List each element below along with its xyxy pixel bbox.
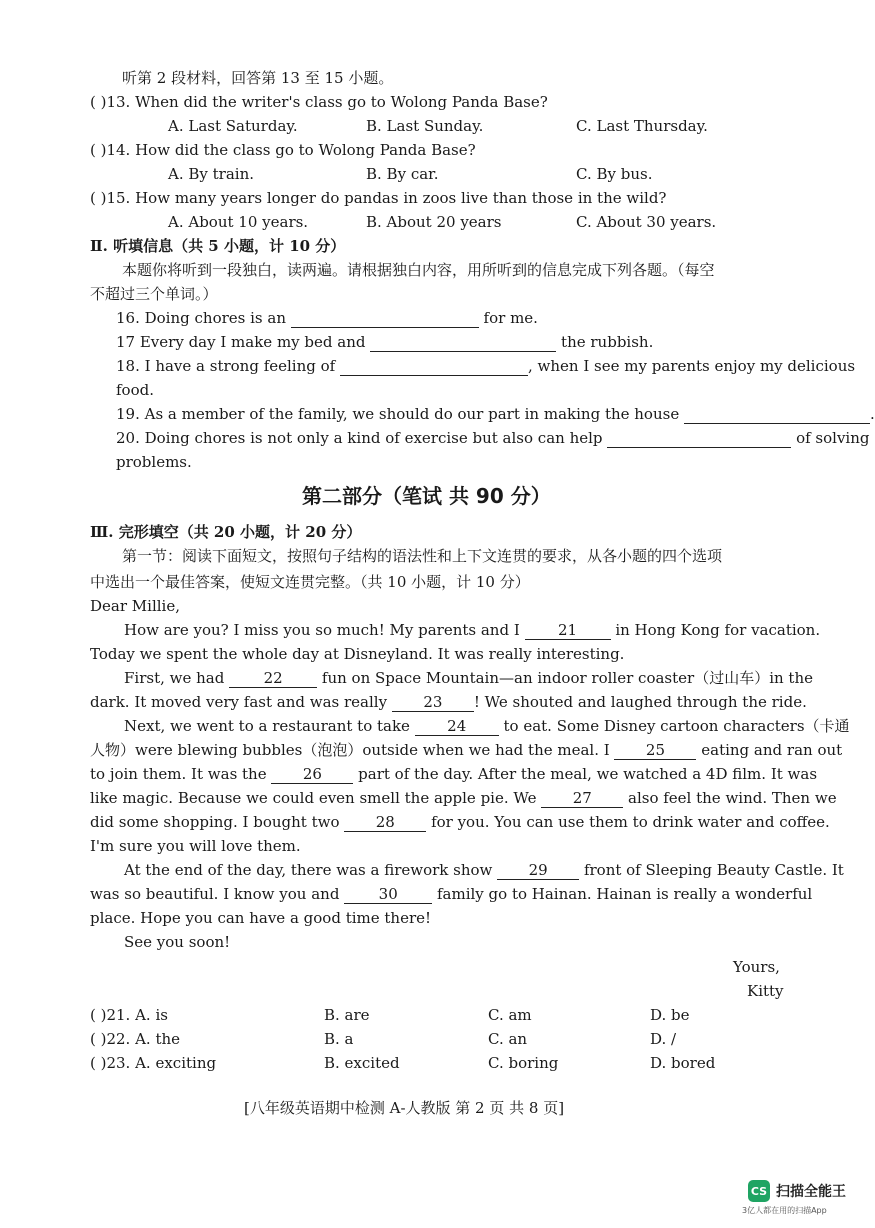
passage-text: to eat. Some Disney cartoon characters（卡通 [503, 717, 850, 735]
passage-line-8 [90, 788, 837, 808]
part-two-title: 第二部分（笔试 共 90 分） [302, 484, 551, 508]
q16-text-end: for me. [483, 309, 538, 327]
question-20 [116, 428, 870, 448]
passage-text: for you. You can use them to drink water and coffee. [431, 813, 830, 831]
q14-option-a: A. By train. [168, 165, 255, 183]
option-23-d[interactable]: D. bored [650, 1054, 716, 1072]
passage-line-11 [124, 860, 844, 880]
camscanner-logo [748, 1180, 846, 1202]
q17-text: 17 Every day I make my bed and [116, 333, 366, 351]
blank-29[interactable]: 29 [497, 861, 579, 880]
q14-option-b: B. By car. [366, 165, 439, 183]
q13-option-b: B. Last Sunday. [366, 117, 484, 135]
passage-line-5 [124, 716, 850, 736]
passage-line-12 [90, 884, 812, 904]
section-2-instructions-1: 本题你将听到一段独白，读两遍。请根据独白内容，用所听到的信息完成下列各题。（每空 [122, 261, 715, 279]
q20-text-end: of solving [796, 429, 870, 447]
cs-badge-icon: CS [748, 1180, 770, 1202]
q20-continuation: problems. [116, 453, 192, 471]
passage-text: fun on Space Mountain—an indoor roller coaster（过山车）in the [321, 669, 813, 687]
q17-blank[interactable] [370, 333, 556, 352]
passage-line-10: I'm sure you will love them. [90, 837, 301, 855]
question-13 [90, 92, 548, 112]
passage-text: Next, we went to a restaurant to take [124, 717, 410, 735]
blank-22[interactable]: 22 [229, 669, 317, 688]
q20-blank[interactable] [607, 429, 791, 448]
section-3-instructions-1: 第一节：阅读下面短文，按照句子结构的语法性和上下文连贯的要求，从各小题的四个选项 [122, 547, 723, 565]
blank-28[interactable]: 28 [344, 813, 426, 832]
passage-line-1 [124, 620, 820, 640]
passage-text: family go to Hainan. Hainan is really a wonderful [436, 885, 813, 903]
passage-text: dark. It moved very fast and was really [90, 693, 388, 711]
blank-23[interactable]: 23 [392, 693, 474, 712]
page-footer: [八年级英语期中检测 A-人教版 第 2 页 共 8 页] [244, 1099, 565, 1117]
passage-line-7 [90, 764, 817, 784]
option-row-21: ( )21. A. is [90, 1006, 168, 1024]
q16-blank[interactable] [291, 309, 479, 328]
q18-continuation: food. [116, 381, 154, 399]
passage-text: eating and ran out [701, 741, 843, 759]
option-row-22: ( )22. A. the [90, 1030, 181, 1048]
q16-text: 16. Doing chores is an [116, 309, 286, 327]
question-text-13: ( )13. When did the writer's class go to Wolong Panda Base? [90, 93, 548, 111]
blank-30[interactable]: 30 [344, 885, 432, 904]
q18-blank[interactable] [340, 357, 528, 376]
q14-option-c: C. By bus. [576, 165, 653, 183]
passage-text: How are you? I miss you so much! My parents and I [124, 621, 520, 639]
passage-text: front of Sleeping Beauty Castle. It [583, 861, 844, 879]
option-row-23: ( )23. A. exciting [90, 1054, 217, 1072]
question-14 [90, 140, 476, 160]
logo-name: 扫描全能王 [776, 1184, 846, 1200]
letter-greeting: Dear Millie, [90, 597, 180, 615]
passage-text: in Hong Kong for vacation. [615, 621, 821, 639]
q19-blank[interactable] [684, 405, 870, 424]
passage-line-4 [90, 692, 807, 712]
section-3-title: Ⅲ. 完形填空（共 20 小题，计 20 分） [90, 523, 362, 541]
section-3-instructions-2: 中选出一个最佳答案，使短文连贯完整。（共 10 小题，计 10 分） [90, 573, 530, 591]
passage-text: also feel the wind. Then we [628, 789, 837, 807]
passage-line-2: Today we spent the whole day at Disneyland. It was really interesting. [90, 645, 625, 663]
letter-signature: Kitty [747, 982, 784, 1000]
option-23-c[interactable]: C. boring [488, 1054, 559, 1072]
q18-text: 18. I have a strong feeling of [116, 357, 336, 375]
q17-text-end: the rubbish. [561, 333, 654, 351]
passage-text: ! We shouted and laughed through the ride. [473, 693, 807, 711]
passage-line-3 [124, 668, 813, 688]
question-16 [116, 308, 538, 328]
question-15 [90, 188, 666, 208]
blank-26[interactable]: 26 [271, 765, 353, 784]
passage-line-13: place. Hope you can have a good time there! [90, 909, 432, 927]
option-23-b[interactable]: B. excited [324, 1054, 400, 1072]
section-2-title: Ⅱ. 听填信息（共 5 小题，计 10 分） [90, 237, 346, 255]
logo-subtitle: 3亿人都在用的扫描App [742, 1206, 827, 1215]
option-21-d[interactable]: D. be [650, 1006, 690, 1024]
passage-line-14: See you soon! [124, 933, 231, 951]
q19-text: 19. As a member of the family, we should do our part in making the house [116, 405, 680, 423]
q13-option-a: A. Last Saturday. [168, 117, 298, 135]
question-17 [116, 332, 653, 352]
question-text-15: ( )15. How many years longer do pandas in zoos live than those in the wild? [90, 189, 667, 207]
option-22-b[interactable]: B. a [324, 1030, 354, 1048]
question-19 [116, 404, 875, 424]
question-text-14: ( )14. How did the class go to Wolong Panda Base? [90, 141, 476, 159]
q19-text-end: . [869, 405, 875, 423]
section-2-instructions-2: 不超过三个单词。） [90, 285, 218, 303]
passage-text: part of the day. After the meal, we watched a 4D film. It was [358, 765, 818, 783]
q20-text: 20. Doing chores is not only a kind of exercise but also can help [116, 429, 603, 447]
q13-option-c: C. Last Thursday. [576, 117, 708, 135]
passage-text: First, we had [124, 669, 225, 687]
option-22-c[interactable]: C. an [488, 1030, 528, 1048]
option-22-d[interactable]: D. / [650, 1030, 677, 1048]
q15-option-c: C. About 30 years. [576, 213, 717, 231]
option-21-b[interactable]: B. are [324, 1006, 370, 1024]
q15-option-a: A. About 10 years. [168, 213, 309, 231]
q18-text-end: , when I see my parents enjoy my delicious [528, 357, 856, 375]
blank-27[interactable]: 27 [541, 789, 623, 808]
passage-text: 人物）were blewing bubbles（泡泡）outside when we had the meal. I [90, 741, 610, 759]
blank-25[interactable]: 25 [614, 741, 696, 760]
blank-21[interactable]: 21 [525, 621, 611, 640]
passage-line-6 [90, 740, 842, 760]
q15-option-b: B. About 20 years [366, 213, 502, 231]
passage-text: was so beautiful. I know you and [90, 885, 340, 903]
blank-24[interactable]: 24 [415, 717, 499, 736]
question-18 [116, 356, 855, 376]
passage-text: like magic. Because we could even smell the apple pie. We [90, 789, 537, 807]
letter-closing: Yours, [733, 958, 780, 976]
passage-text: to join them. It was the [90, 765, 267, 783]
passage-text: did some shopping. I bought two [90, 813, 340, 831]
passage-text: At the end of the day, there was a firework show [124, 861, 493, 879]
passage-line-9 [90, 812, 830, 832]
option-21-c[interactable]: C. am [488, 1006, 532, 1024]
listening-intro: 听第 2 段材料，回答第 13 至 15 小题。 [122, 69, 394, 87]
